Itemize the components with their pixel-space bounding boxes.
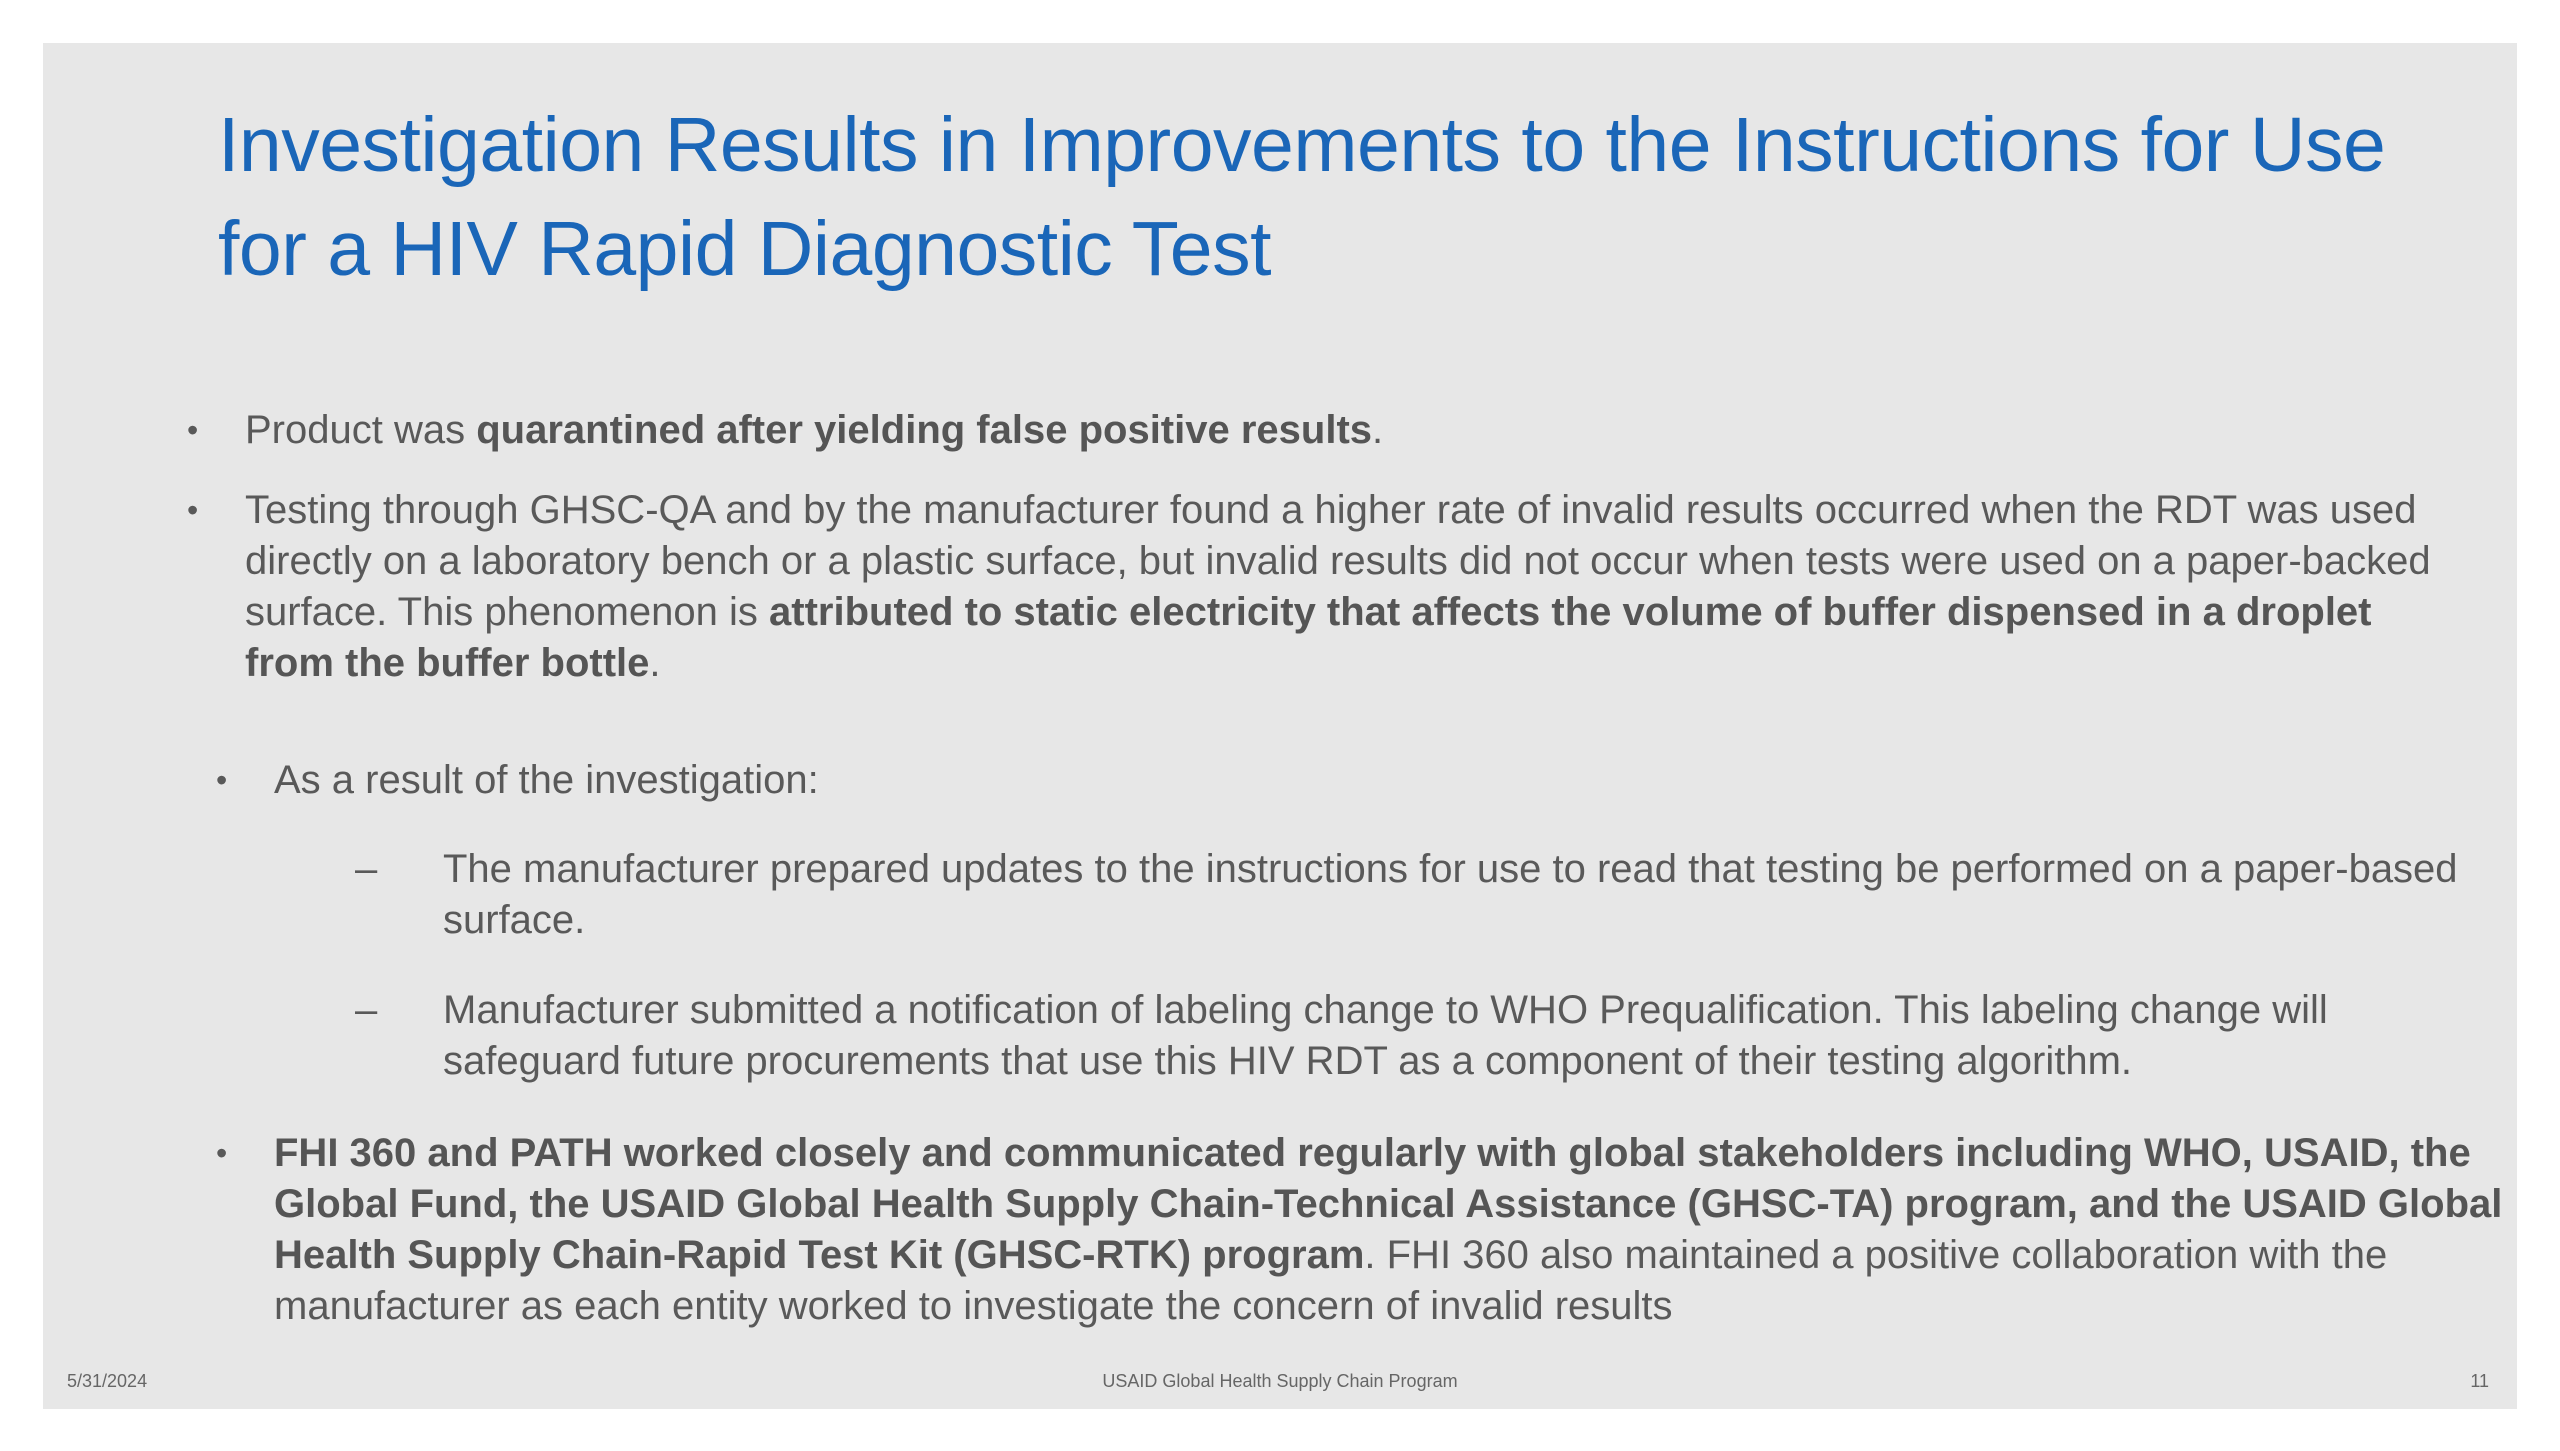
- bullet-text: As a result of the investigation:: [274, 758, 819, 802]
- bullet-text: .: [1372, 408, 1384, 452]
- bullet-testing: [187, 485, 2455, 689]
- bullet-text: .: [649, 641, 661, 685]
- bullet-text-bold: quarantined after yielding false positive results: [476, 408, 1373, 452]
- bullet-quarantine: [187, 405, 2505, 456]
- bullet-text: . FHI 360 also maintained a positive collaboration with the manufacturer as each entity worked to investigate the concern of invalid results: [274, 1233, 2388, 1328]
- bullet-text-bold: FHI 360 and PATH worked closely and communicated regularly with global stakeholders including WHO, USAID, the Global Fund, the USAID Global Health Supply Chain-Technical Assistance (GHSC-TA) program, and the USAID Global Health Supply Chain-Rapid Test Kit (GHSC-RTK) program: [274, 1131, 2503, 1277]
- bullet-text-bold: attributed to static electricity that affects the volume of buffer dispensed in a droplet from the buffer bottle: [245, 590, 2372, 685]
- bullet-marker: •: [216, 762, 228, 798]
- bullet-result: [216, 755, 2474, 806]
- bullet-text: Manufacturer submitted a notification of labeling change to WHO Prequalification. This labeling change will safeguard future procurements that use this HIV RDT as a component of their testing algorithm.: [443, 988, 2328, 1083]
- bullet-collaboration: [216, 1128, 2504, 1332]
- bullet-marker: •: [187, 412, 199, 448]
- sub-bullet-marker: –: [355, 847, 378, 891]
- bullet-text: The manufacturer prepared updates to the instructions for use to read that testing be performed on a paper-based surface.: [443, 847, 2458, 942]
- sub-bullet-ifu-update: [355, 844, 2503, 946]
- slide-title: Investigation Results in Improvements to the Instructions for Use for a HIV Rapid Diagnostic Test: [218, 102, 2386, 292]
- bullet-marker: •: [216, 1135, 228, 1171]
- footer-page-number: 11: [2470, 1371, 2489, 1391]
- bullet-marker: •: [187, 492, 199, 528]
- sub-bullet-marker: –: [355, 988, 378, 1032]
- sub-bullet-labeling-change: [355, 985, 2503, 1087]
- bullet-text: Testing through GHSC-QA and by the manufacturer found a higher rate of invalid results occurred when the RDT was used directly on a laboratory bench or a plastic surface, but invalid results did not occur when tests were used on a paper-backed surface. This phenomenon is: [245, 488, 2431, 634]
- footer-date: 5/31/2024: [67, 1371, 148, 1391]
- bullet-text: Product was: [245, 408, 477, 452]
- footer-program-name: USAID Global Health Supply Chain Program: [1102, 1371, 1458, 1391]
- slide: [43, 43, 2517, 1409]
